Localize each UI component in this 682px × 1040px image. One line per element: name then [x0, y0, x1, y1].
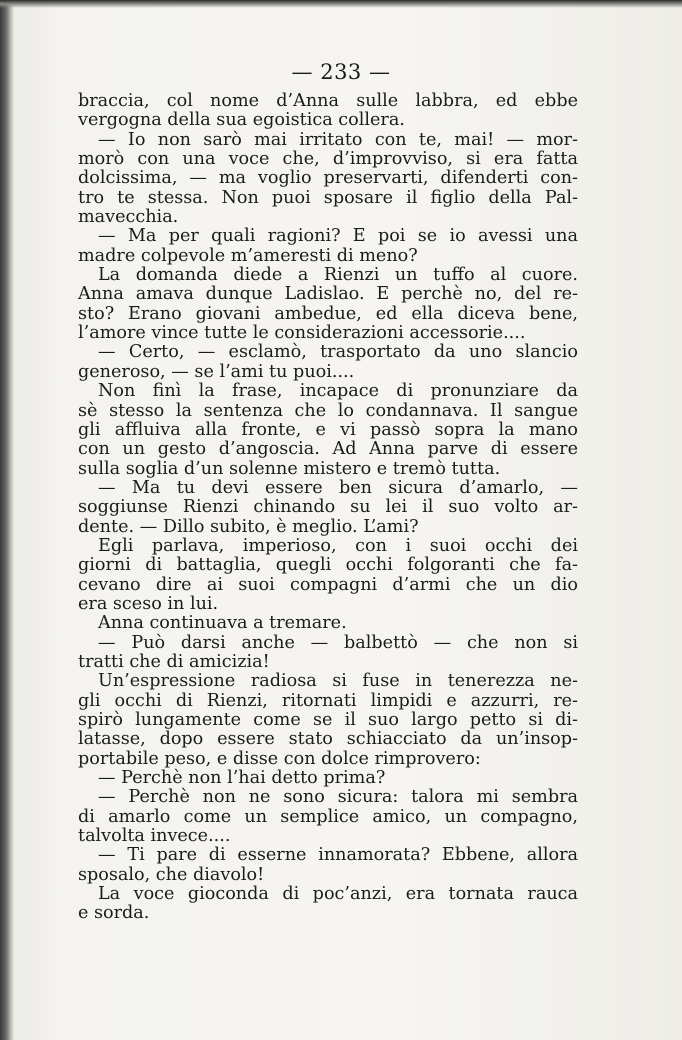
text-line: sposalo, che diavolo! — [78, 864, 265, 885]
text-line: morò con una voce che, d’improvviso, si era fatta — [78, 149, 578, 170]
text-line: tro te stessa. Non puoi sposare il figlio della Pal- — [78, 187, 578, 208]
text-line: — Ti pare di esserne innamorata? Ebbene, allora — [98, 845, 578, 866]
text-line: soggiunse Rienzi chinando su lei il suo volto ar- — [78, 497, 578, 518]
text-line: era sceso in lui. — [78, 593, 219, 614]
text-line: vergogna della sua egoistica collera. — [78, 110, 405, 131]
text-line: — Perchè non ne sono sicura: talora mi sembra — [98, 787, 578, 808]
text-line: — Può darsi anche — balbettò — che non si — [98, 632, 578, 653]
text-line: e sorda. — [78, 903, 150, 924]
text-line: sè stesso la sentenza che lo condannava. Il sangue — [78, 400, 578, 421]
text-line: tratti che di amicizia! — [78, 651, 270, 672]
body-text — [78, 92, 578, 924]
binding-edge — [0, 0, 14, 1040]
text-line: Anna amava dunque Ladislao. E perchè no, del re- — [78, 284, 578, 305]
text-line: gli affluiva alla fronte, e vi passò sopra la mano — [78, 419, 578, 440]
text-line: gli occhi di Rienzi, ritornati limpidi e azzurri, re- — [78, 690, 578, 711]
text-line: — Ma tu devi essere ben sicura d’amarlo, — — [98, 477, 578, 498]
text-line: spirò lungamente come se il suo largo petto si di- — [78, 710, 578, 730]
text-line: — Perchè non l’hai detto prima? — [98, 768, 386, 789]
text-line: sto? Erano giovani ambedue, ed ella diceva bene, — [78, 303, 578, 324]
text-line: Egli parlava, imperioso, con i suoi occhi dei — [98, 535, 578, 556]
page-number: — 233 — — [291, 60, 391, 84]
text-line: — Io non sarò mai irritato con te, mai! — mor- — [98, 129, 578, 150]
text-line: di amarlo come un semplice amico, un compagno, — [78, 806, 578, 827]
text-line: l’amore vince tutte le considerazioni accessorie.... — [78, 323, 526, 344]
text-line: cevano dire ai suoi compagni d’armi che un dio — [78, 574, 578, 595]
text-line: La domanda diede a Rienzi un tuffo al cuore. — [98, 265, 578, 286]
text-line: dente. — Dillo subito, è meglio. L’ami? — [78, 516, 419, 537]
text-line: — Ma per quali ragioni? E poi se io avessi una — [98, 226, 578, 247]
text-line: portabile peso, e disse con dolce rimprovero: — [78, 748, 481, 769]
text-line: — Certo, — esclamò, trasportato da uno slancio — [98, 342, 578, 363]
text-line: giorni di battaglia, quegli occhi folgoranti che fa- — [78, 555, 578, 576]
text-line: dolcissima, — ma voglio preservarti, difenderti con- — [78, 168, 578, 189]
text-line: Anna continuava a tremare. — [98, 613, 347, 634]
top-edge-shadow — [0, 0, 682, 8]
text-line: Non finì la frase, incapace di pronunziare da — [98, 381, 578, 402]
text-line: braccia, col nome d’Anna sulle labbra, ed ebbe — [78, 91, 578, 111]
text-line: talvolta invece.... — [78, 826, 231, 847]
text-line: con un gesto d’angoscia. Ad Anna parve di essere — [78, 439, 578, 460]
text-line: sulla soglia d’un solenne mistero e tremò tutta. — [78, 458, 501, 479]
text-line: madre colpevole m’ameresti di meno? — [78, 245, 418, 266]
text-line: La voce gioconda di poc’anzi, era tornata rauca — [98, 884, 578, 905]
text-line: mavecchia. — [78, 207, 179, 228]
text-line: generoso, — se l’ami tu puoi.... — [78, 361, 355, 382]
text-line: Un’espressione radiosa si fuse in tenerezza ne- — [98, 671, 578, 692]
text-line: latasse, dopo essere stato schiacciato da un’insop- — [78, 729, 578, 750]
